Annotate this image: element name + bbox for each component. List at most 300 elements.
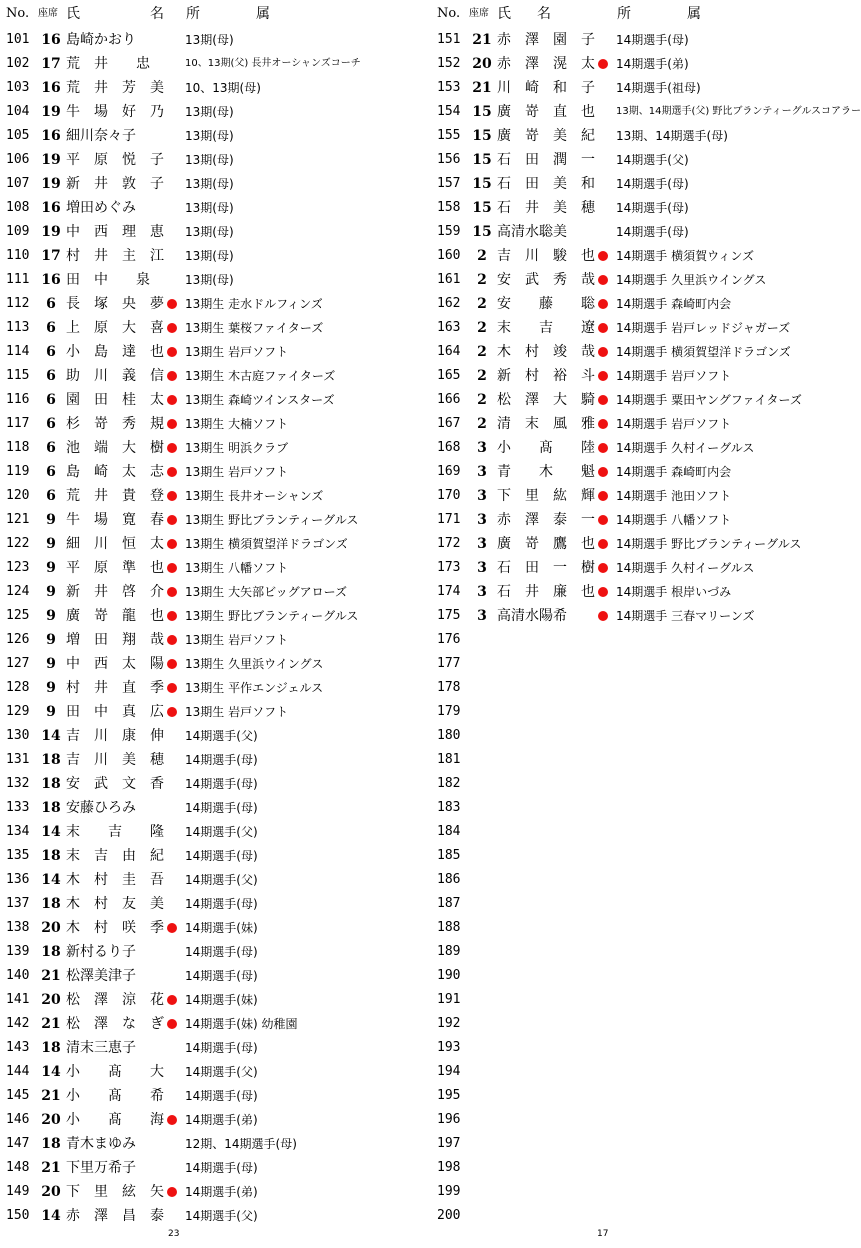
header-no: No. [437,6,461,21]
seat-number: 6 [46,464,56,480]
seat-number: 6 [46,296,56,312]
person-name: 村 井 直 季 [66,680,164,696]
row-number: 119 [6,464,30,479]
row-number: 146 [6,1112,30,1127]
affiliation: 14期選手 久村イーグルス [616,561,755,575]
person-name: 助 川 義 信 [66,368,164,384]
affiliation: 14期選手(母) [185,1161,258,1175]
seat-number: 20 [41,1184,61,1200]
row-number: 148 [6,1160,30,1175]
affiliation: 14期選手(父) [185,1065,258,1079]
seat-number: 18 [41,896,61,912]
seat-number: 18 [41,1136,61,1152]
row-number: 178 [437,680,461,695]
header-name-1: 氏 [497,6,511,22]
row-number: 170 [437,488,461,503]
person-name: 小 髙 海 [66,1112,164,1128]
red-dot-icon [598,275,608,285]
table-row [0,292,430,316]
row-number: 151 [437,32,461,47]
person-name: 石 井 廉 也 [497,584,595,600]
affiliation: 14期選手(父) [185,1209,258,1223]
row-number: 172 [437,536,461,551]
affiliation: 13期生 木古庭ファイターズ [185,369,336,383]
person-name: 高清水聡美 [497,224,567,240]
row-number: 149 [6,1184,30,1199]
seat-number: 20 [41,992,61,1008]
row-number: 106 [6,152,30,167]
person-name: 中 西 太 陽 [66,656,164,672]
row-number: 179 [437,704,461,719]
red-dot-icon [167,563,177,573]
table-row [431,1012,861,1036]
affiliation: 14期選手(妹) 幼稚園 [185,1017,298,1031]
person-name: 末 吉 遼 [497,320,595,336]
header-name-2: 名 [537,6,551,22]
row-number: 127 [6,656,30,671]
person-name: 青 木 魁 [497,464,595,480]
person-name: 廣 嵜 龍 也 [66,608,164,624]
person-name: 吉 川 駿 也 [497,248,595,264]
red-dot-icon [598,395,608,405]
seat-number: 21 [41,1088,61,1104]
seat-number: 16 [41,128,61,144]
person-name: 末 吉 隆 [66,824,164,840]
table-row [431,1060,861,1084]
table-row [431,460,861,484]
affiliation: 13期(母) [185,129,234,143]
person-name: 荒 井 忠 [66,56,150,72]
red-dot-icon [167,1115,177,1125]
affiliation: 14期選手(祖母) [616,81,701,95]
seat-number: 3 [477,584,487,600]
row-number: 156 [437,152,461,167]
person-name: 小 髙 大 [66,1064,164,1080]
table-row [0,1156,430,1180]
row-number: 138 [6,920,30,935]
seat-number: 18 [41,776,61,792]
affiliation: 14期選手(母) [185,897,258,911]
affiliation: 13期(母) [185,153,234,167]
table-row [431,748,861,772]
person-name: 細川奈々子 [66,128,136,144]
table-row [0,316,430,340]
row-number: 192 [437,1016,461,1031]
affiliation: 13期生 岩戸ソフト [185,345,289,359]
person-name: 新 村 裕 斗 [497,368,595,384]
table-row [431,484,861,508]
row-number: 174 [437,584,461,599]
affiliation: 10、13期(父) 長井オーシャンズコーチ [185,58,361,69]
table-row [431,172,861,196]
affiliation: 13期、14期選手(父) 野比ブランティーグルスコアラー [616,106,861,117]
table-row [431,52,861,76]
table-row [0,268,430,292]
affiliation: 14期選手(父) [185,873,258,887]
affiliation: 13期生 走水ドルフィンズ [185,297,323,311]
row-number: 147 [6,1136,30,1151]
person-name: 田 中 真 広 [66,704,164,720]
seat-number: 14 [41,728,61,744]
seat-number: 21 [41,1160,61,1176]
person-name: 赤 澤 昌 泰 [66,1208,164,1224]
red-dot-icon [167,707,177,717]
person-name: 木 村 咲 季 [66,920,164,936]
table-row [431,892,861,916]
person-name: 吉 川 美 穂 [66,752,164,768]
seat-number: 18 [41,944,61,960]
seat-number: 3 [477,512,487,528]
person-name: 田 中 泉 [66,272,150,288]
affiliation: 13期、14期選手(母) [616,129,728,143]
row-number: 152 [437,56,461,71]
row-number: 161 [437,272,461,287]
table-row [431,1204,861,1228]
red-dot-icon [167,995,177,1005]
header-affiliation-1: 所 [186,6,200,22]
left-column [0,0,430,1228]
affiliation: 14期選手(母) [185,753,258,767]
affiliation: 10、13期(母) [185,81,261,95]
table-row [0,100,430,124]
table-row [0,1180,430,1204]
row-number: 125 [6,608,30,623]
red-dot-icon [167,515,177,525]
table-row [431,1036,861,1060]
affiliation: 14期選手(母) [185,849,258,863]
red-dot-icon [598,323,608,333]
person-name: 赤 澤 滉 太 [497,56,595,72]
affiliation: 13期(母) [185,249,234,263]
header-affiliation-2: 属 [256,6,270,22]
red-dot-icon [167,539,177,549]
table-row [0,52,430,76]
affiliation: 13期生 森崎ツインスターズ [185,393,335,407]
row-number: 107 [6,176,30,191]
row-number: 128 [6,680,30,695]
affiliation: 14期選手 粟田ヤングファイターズ [616,393,802,407]
seat-number: 21 [472,32,492,48]
seat-number: 2 [477,416,487,432]
seat-number: 2 [477,368,487,384]
affiliation: 14期選手 根岸いづみ [616,585,732,599]
table-row [431,724,861,748]
seat-number: 18 [41,800,61,816]
red-dot-icon [598,563,608,573]
row-number: 131 [6,752,30,767]
header-seat: 座席 [469,8,489,19]
person-name: 園 田 桂 太 [66,392,164,408]
row-number: 136 [6,872,30,887]
table-row [431,388,861,412]
row-number: 180 [437,728,461,743]
person-name: 下里万希子 [66,1160,136,1176]
person-name: 池 端 大 樹 [66,440,164,456]
table-row [0,796,430,820]
red-dot-icon [598,539,608,549]
row-number: 177 [437,656,461,671]
person-name: 清末三恵子 [66,1040,136,1056]
row-number: 137 [6,896,30,911]
row-number: 142 [6,1016,30,1031]
person-name: 松 澤 大 騎 [497,392,595,408]
affiliation: 13期生 岩戸ソフト [185,705,289,719]
row-number: 132 [6,776,30,791]
table-row [431,76,861,100]
person-name: 石 田 一 樹 [497,560,595,576]
header-affiliation-1: 所 [617,6,631,22]
table-row [431,988,861,1012]
table-row [431,1084,861,1108]
affiliation: 14期選手 横須賀ウィンズ [616,249,755,263]
person-name: 石 井 美 穂 [497,200,595,216]
row-number: 105 [6,128,30,143]
table-row [0,1108,430,1132]
red-dot-icon [598,347,608,357]
table-row [431,772,861,796]
seat-number: 9 [46,560,56,576]
row-number: 173 [437,560,461,575]
seat-number: 6 [46,368,56,384]
seat-number: 2 [477,344,487,360]
affiliation: 14期選手(母) [185,801,258,815]
affiliation: 14期選手 八幡ソフト [616,513,732,527]
seat-number: 3 [477,464,487,480]
row-number: 199 [437,1184,461,1199]
red-dot-icon [167,323,177,333]
left-header [0,0,430,28]
seat-number: 15 [472,152,492,168]
row-number: 104 [6,104,30,119]
red-dot-icon [167,419,177,429]
seat-number: 2 [477,272,487,288]
row-number: 163 [437,320,461,335]
row-number: 124 [6,584,30,599]
table-row [0,1084,430,1108]
table-row [431,868,861,892]
affiliation: 13期(母) [185,177,234,191]
row-number: 186 [437,872,461,887]
person-name: 中 西 理 恵 [66,224,164,240]
row-number: 112 [6,296,30,311]
table-row [0,940,430,964]
seat-number: 14 [41,872,61,888]
table-row [0,340,430,364]
table-row [0,124,430,148]
affiliation: 13期生 横須賀望洋ドラゴンズ [185,537,348,551]
affiliation: 14期選手(母) [616,201,689,215]
row-number: 115 [6,368,30,383]
seat-number: 21 [41,968,61,984]
seat-number: 19 [41,104,61,120]
table-row [0,1132,430,1156]
header-affiliation-2: 属 [687,6,701,22]
seat-number: 16 [41,80,61,96]
table-row [431,436,861,460]
table-row [431,964,861,988]
red-dot-icon [167,923,177,933]
table-row [0,820,430,844]
row-number: 181 [437,752,461,767]
seat-number: 3 [477,488,487,504]
seat-number: 14 [41,1064,61,1080]
table-row [0,988,430,1012]
header-name-2: 名 [150,6,164,22]
person-name: 島崎かおり [66,32,136,48]
affiliation: 14期選手 野比ブランティーグルス [616,537,802,551]
row-number: 183 [437,800,461,815]
person-name: 青木まゆみ [66,1136,136,1152]
red-dot-icon [598,515,608,525]
person-name: 石 田 潤 一 [497,152,595,168]
table-row [431,700,861,724]
affiliation: 13期生 久里浜ウイングス [185,657,324,671]
table-row [431,220,861,244]
right-column [431,0,861,1228]
row-number: 171 [437,512,461,527]
person-name: 赤 澤 園 子 [497,32,595,48]
red-dot-icon [598,299,608,309]
seat-number: 18 [41,752,61,768]
table-row [431,1132,861,1156]
red-dot-icon [598,59,608,69]
person-name: 小 髙 希 [66,1088,164,1104]
table-row [0,148,430,172]
table-row [0,244,430,268]
row-number: 193 [437,1040,461,1055]
row-number: 120 [6,488,30,503]
person-name: 島 崎 太 志 [66,464,164,480]
page-number-right: 17 [597,1229,609,1239]
row-number: 164 [437,344,461,359]
seat-number: 9 [46,680,56,696]
seat-number: 15 [472,176,492,192]
header-name-1: 氏 [66,6,80,22]
seat-number: 15 [472,224,492,240]
table-row [0,844,430,868]
red-dot-icon [598,419,608,429]
seat-number: 9 [46,632,56,648]
row-number: 166 [437,392,461,407]
table-row [431,412,861,436]
row-number: 116 [6,392,30,407]
row-number: 194 [437,1064,461,1079]
affiliation: 13期生 明浜クラブ [185,441,289,455]
red-dot-icon [598,443,608,453]
table-row [431,604,861,628]
row-number: 176 [437,632,461,647]
table-row [431,652,861,676]
row-number: 195 [437,1088,461,1103]
table-row [0,772,430,796]
row-number: 191 [437,992,461,1007]
affiliation: 13期(母) [185,105,234,119]
person-name: 松澤美津子 [66,968,136,984]
table-row [0,532,430,556]
table-row [0,364,430,388]
red-dot-icon [598,587,608,597]
person-name: 廣 嵜 美 紀 [497,128,595,144]
person-name: 安 武 秀 哉 [497,272,595,288]
affiliation: 13期生 葉桜ファイターズ [185,321,324,335]
row-number: 165 [437,368,461,383]
table-row [0,580,430,604]
person-name: 増 田 翔 哉 [66,632,164,648]
table-row [0,1204,430,1228]
header-no: No. [6,6,30,21]
affiliation: 13期生 野比ブランティーグルス [185,609,359,623]
row-number: 117 [6,416,30,431]
seat-number: 9 [46,704,56,720]
affiliation: 14期選手 池田ソフト [616,489,732,503]
red-dot-icon [167,371,177,381]
table-row [0,868,430,892]
person-name: 新村るり子 [66,944,136,960]
person-name: 清 末 風 雅 [497,416,595,432]
table-row [431,28,861,52]
table-row [431,244,861,268]
affiliation: 14期選手 岩戸ソフト [616,369,732,383]
person-name: 松 澤 な ぎ [66,1016,164,1032]
affiliation: 14期選手(弟) [185,1185,258,1199]
person-name: 安藤ひろみ [66,800,136,816]
row-number: 184 [437,824,461,839]
row-number: 182 [437,776,461,791]
table-row [431,1156,861,1180]
affiliation: 14期選手 横須賀望洋ドラゴンズ [616,345,791,359]
affiliation: 14期選手(父) [185,729,258,743]
table-row [0,1012,430,1036]
affiliation: 14期選手(弟) [185,1113,258,1127]
table-row [431,940,861,964]
row-number: 190 [437,968,461,983]
seat-number: 15 [472,128,492,144]
right-header [431,0,861,28]
person-name: 新 井 敦 子 [66,176,164,192]
table-row [431,196,861,220]
row-number: 169 [437,464,461,479]
seat-number: 21 [41,1016,61,1032]
affiliation: 14期選手(母) [185,969,258,983]
row-number: 188 [437,920,461,935]
person-name: 小 島 達 也 [66,344,164,360]
row-number: 109 [6,224,30,239]
seat-number: 6 [46,320,56,336]
seat-number: 20 [41,920,61,936]
red-dot-icon [598,491,608,501]
affiliation: 13期生 野比ブランティーグルス [185,513,359,527]
red-dot-icon [598,611,608,621]
row-number: 108 [6,200,30,215]
person-name: 長 塚 央 夢 [66,296,164,312]
affiliation: 13期(母) [185,273,234,287]
row-number: 162 [437,296,461,311]
row-number: 160 [437,248,461,263]
table-row [0,28,430,52]
seat-number: 15 [472,200,492,216]
seat-number: 9 [46,512,56,528]
row-number: 113 [6,320,30,335]
seat-number: 16 [41,32,61,48]
affiliation: 13期生 八幡ソフト [185,561,289,575]
person-name: 小 髙 陸 [497,440,595,456]
person-name: 荒 井 芳 美 [66,80,164,96]
row-number: 159 [437,224,461,239]
person-name: 吉 川 康 伸 [66,728,164,744]
row-number: 198 [437,1160,461,1175]
seat-number: 16 [41,200,61,216]
red-dot-icon [167,587,177,597]
